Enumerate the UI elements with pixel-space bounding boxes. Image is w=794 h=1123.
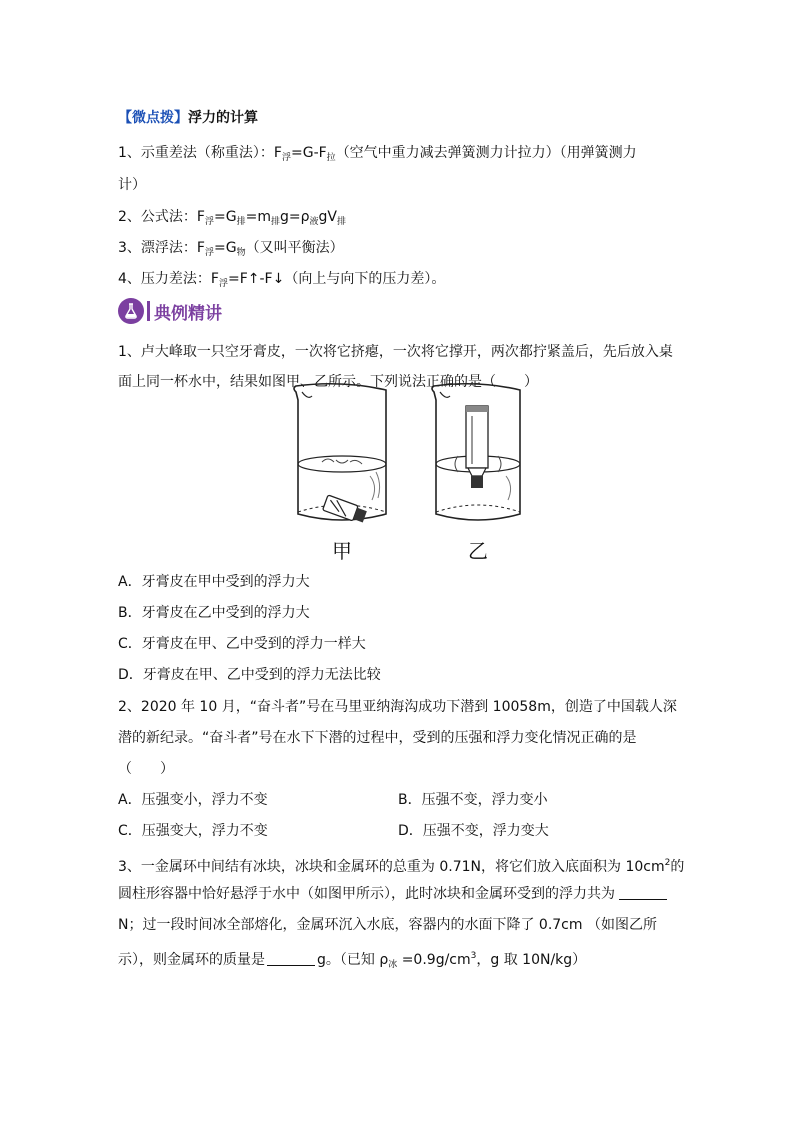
method-4-text-b: =F↑-F↓（向上与向下的压力差）。 [227, 271, 446, 287]
q1-option-d: D．牙膏皮在甲、乙中受到的浮力无法比较 [118, 667, 381, 683]
q3-line-2 [118, 884, 667, 904]
method-3-sub-1: 浮 [204, 248, 214, 258]
method-4-text-a: 4、压力差法：F [118, 271, 219, 287]
q3-line-1-end: 的 [670, 859, 685, 875]
q2-option-b: B．压强不变，浮力变小 [398, 792, 548, 808]
flask-icon [118, 298, 144, 324]
method-2-sub-5: 排 [336, 217, 346, 227]
method-4-sub-1: 浮 [218, 279, 228, 289]
q1-figure [282, 376, 532, 566]
method-3-text-c: （又叫平衡法） [245, 240, 344, 256]
micro-tip-label: 【微点拨】 [118, 110, 188, 126]
inflated-toothpaste-tube [466, 406, 488, 488]
beaker-b [432, 384, 520, 520]
section-header-divider [147, 301, 150, 321]
method-1-text-b: =G-F [290, 145, 327, 161]
method-2-sub-2: 排 [236, 217, 246, 227]
q2-option-a: A．压强变小，浮力不变 [118, 792, 268, 808]
method-2-text-e: gV [318, 209, 337, 225]
q3-line-4 [118, 946, 586, 975]
method-2-line [118, 207, 346, 232]
q3-line-4-sup: 3 [470, 951, 477, 961]
method-1-sub-2: 拉 [326, 153, 336, 163]
micro-tip-title: 浮力的计算 [188, 110, 258, 126]
method-2-sub-4: 液 [309, 217, 319, 227]
q1-option-c: C．牙膏皮在甲、乙中受到的浮力一样大 [118, 636, 366, 652]
q3-line-4-sub: 冰 [388, 960, 398, 970]
q2-line-1: 2、2020 年 10 月，“奋斗者”号在马里亚纳海沟成功下潜到 10058m，创造了中国载人深 [118, 699, 677, 715]
method-1-line-1 [118, 143, 637, 168]
q3-line-4-text-b: g。（已知 ρ [317, 952, 389, 968]
section-header-title: 典例精讲 [154, 303, 222, 324]
method-3-text-b: =G [213, 240, 237, 256]
q3-line-1-text: 3、一金属环中间结有冰块，冰块和金属环的总重为 0.71N，将它们放入底面积为 10cm [118, 859, 665, 875]
beakers-illustration [282, 376, 532, 566]
q3-line-1 [118, 853, 684, 877]
beaker-a [294, 384, 386, 525]
section-header [118, 298, 222, 324]
q3-line-4-text-a: 示），则金属环的质量是 [118, 952, 265, 968]
micro-tip-heading [118, 108, 258, 128]
q3-answer-blank-2[interactable] [267, 951, 315, 966]
method-2-text-a: 2、公式法：F [118, 209, 205, 225]
q1-line-2: 面上同一杯水中，结果如图甲、乙所示。下列说法正确的是（ ） [118, 374, 538, 390]
method-1-line-2: 计） [118, 177, 146, 193]
method-2-text-b: =G [213, 209, 237, 225]
q3-answer-blank-1[interactable] [619, 885, 667, 900]
method-1-text-c: （空气中重力减去弹簧测力计拉力）（用弹簧测力 [335, 145, 637, 161]
method-2-text-d: g=ρ [279, 209, 310, 225]
q3-line-3: N；过一段时间冰全部熔化，金属环沉入水底，容器内的水面下降了 0.7cm （如图乙所 [118, 917, 657, 933]
method-2-text-c: =m [245, 209, 271, 225]
q3-line-4-text-c: =0.9g/cm [397, 952, 471, 968]
figure-label-a: 甲 [332, 539, 352, 563]
method-3-line [118, 238, 344, 263]
q2-option-c: C．压强变大，浮力不变 [118, 823, 268, 839]
method-1-sub-1: 浮 [281, 153, 291, 163]
q2-option-d: D．压强不变，浮力变大 [398, 823, 549, 839]
method-3-sub-2: 物 [236, 248, 246, 258]
method-2-sub-3: 排 [270, 217, 280, 227]
q1-option-b: B．牙膏皮在乙中受到的浮力大 [118, 605, 310, 621]
q3-line-2-text: 圆柱形容器中恰好悬浮于水中（如图甲所示），此时冰块和金属环受到的浮力共为 [118, 886, 615, 902]
q3-line-4-text-d: ，g 取 10N/kg） [476, 952, 587, 968]
method-4-line [118, 269, 445, 294]
method-1-text-a: 1、示重差法（称重法）：F [118, 145, 282, 161]
method-2-sub-1: 浮 [204, 217, 214, 227]
figure-label-b: 乙 [468, 539, 488, 563]
method-3-text-a: 3、漂浮法：F [118, 240, 205, 256]
q2-line-2: 潜的新纪录。“奋斗者”号在水下下潜的过程中，受到的压强和浮力变化情况正确的是 [118, 730, 637, 746]
q3-line-1-sup: 2 [664, 858, 671, 868]
q1-option-a: A．牙膏皮在甲中受到的浮力大 [118, 574, 310, 590]
q2-line-3: （ ） [118, 761, 174, 777]
q1-line-1: 1、卢大峰取一只空牙膏皮，一次将它挤瘪，一次将它撑开，两次都拧紧盖后，先后放入桌 [118, 344, 673, 360]
